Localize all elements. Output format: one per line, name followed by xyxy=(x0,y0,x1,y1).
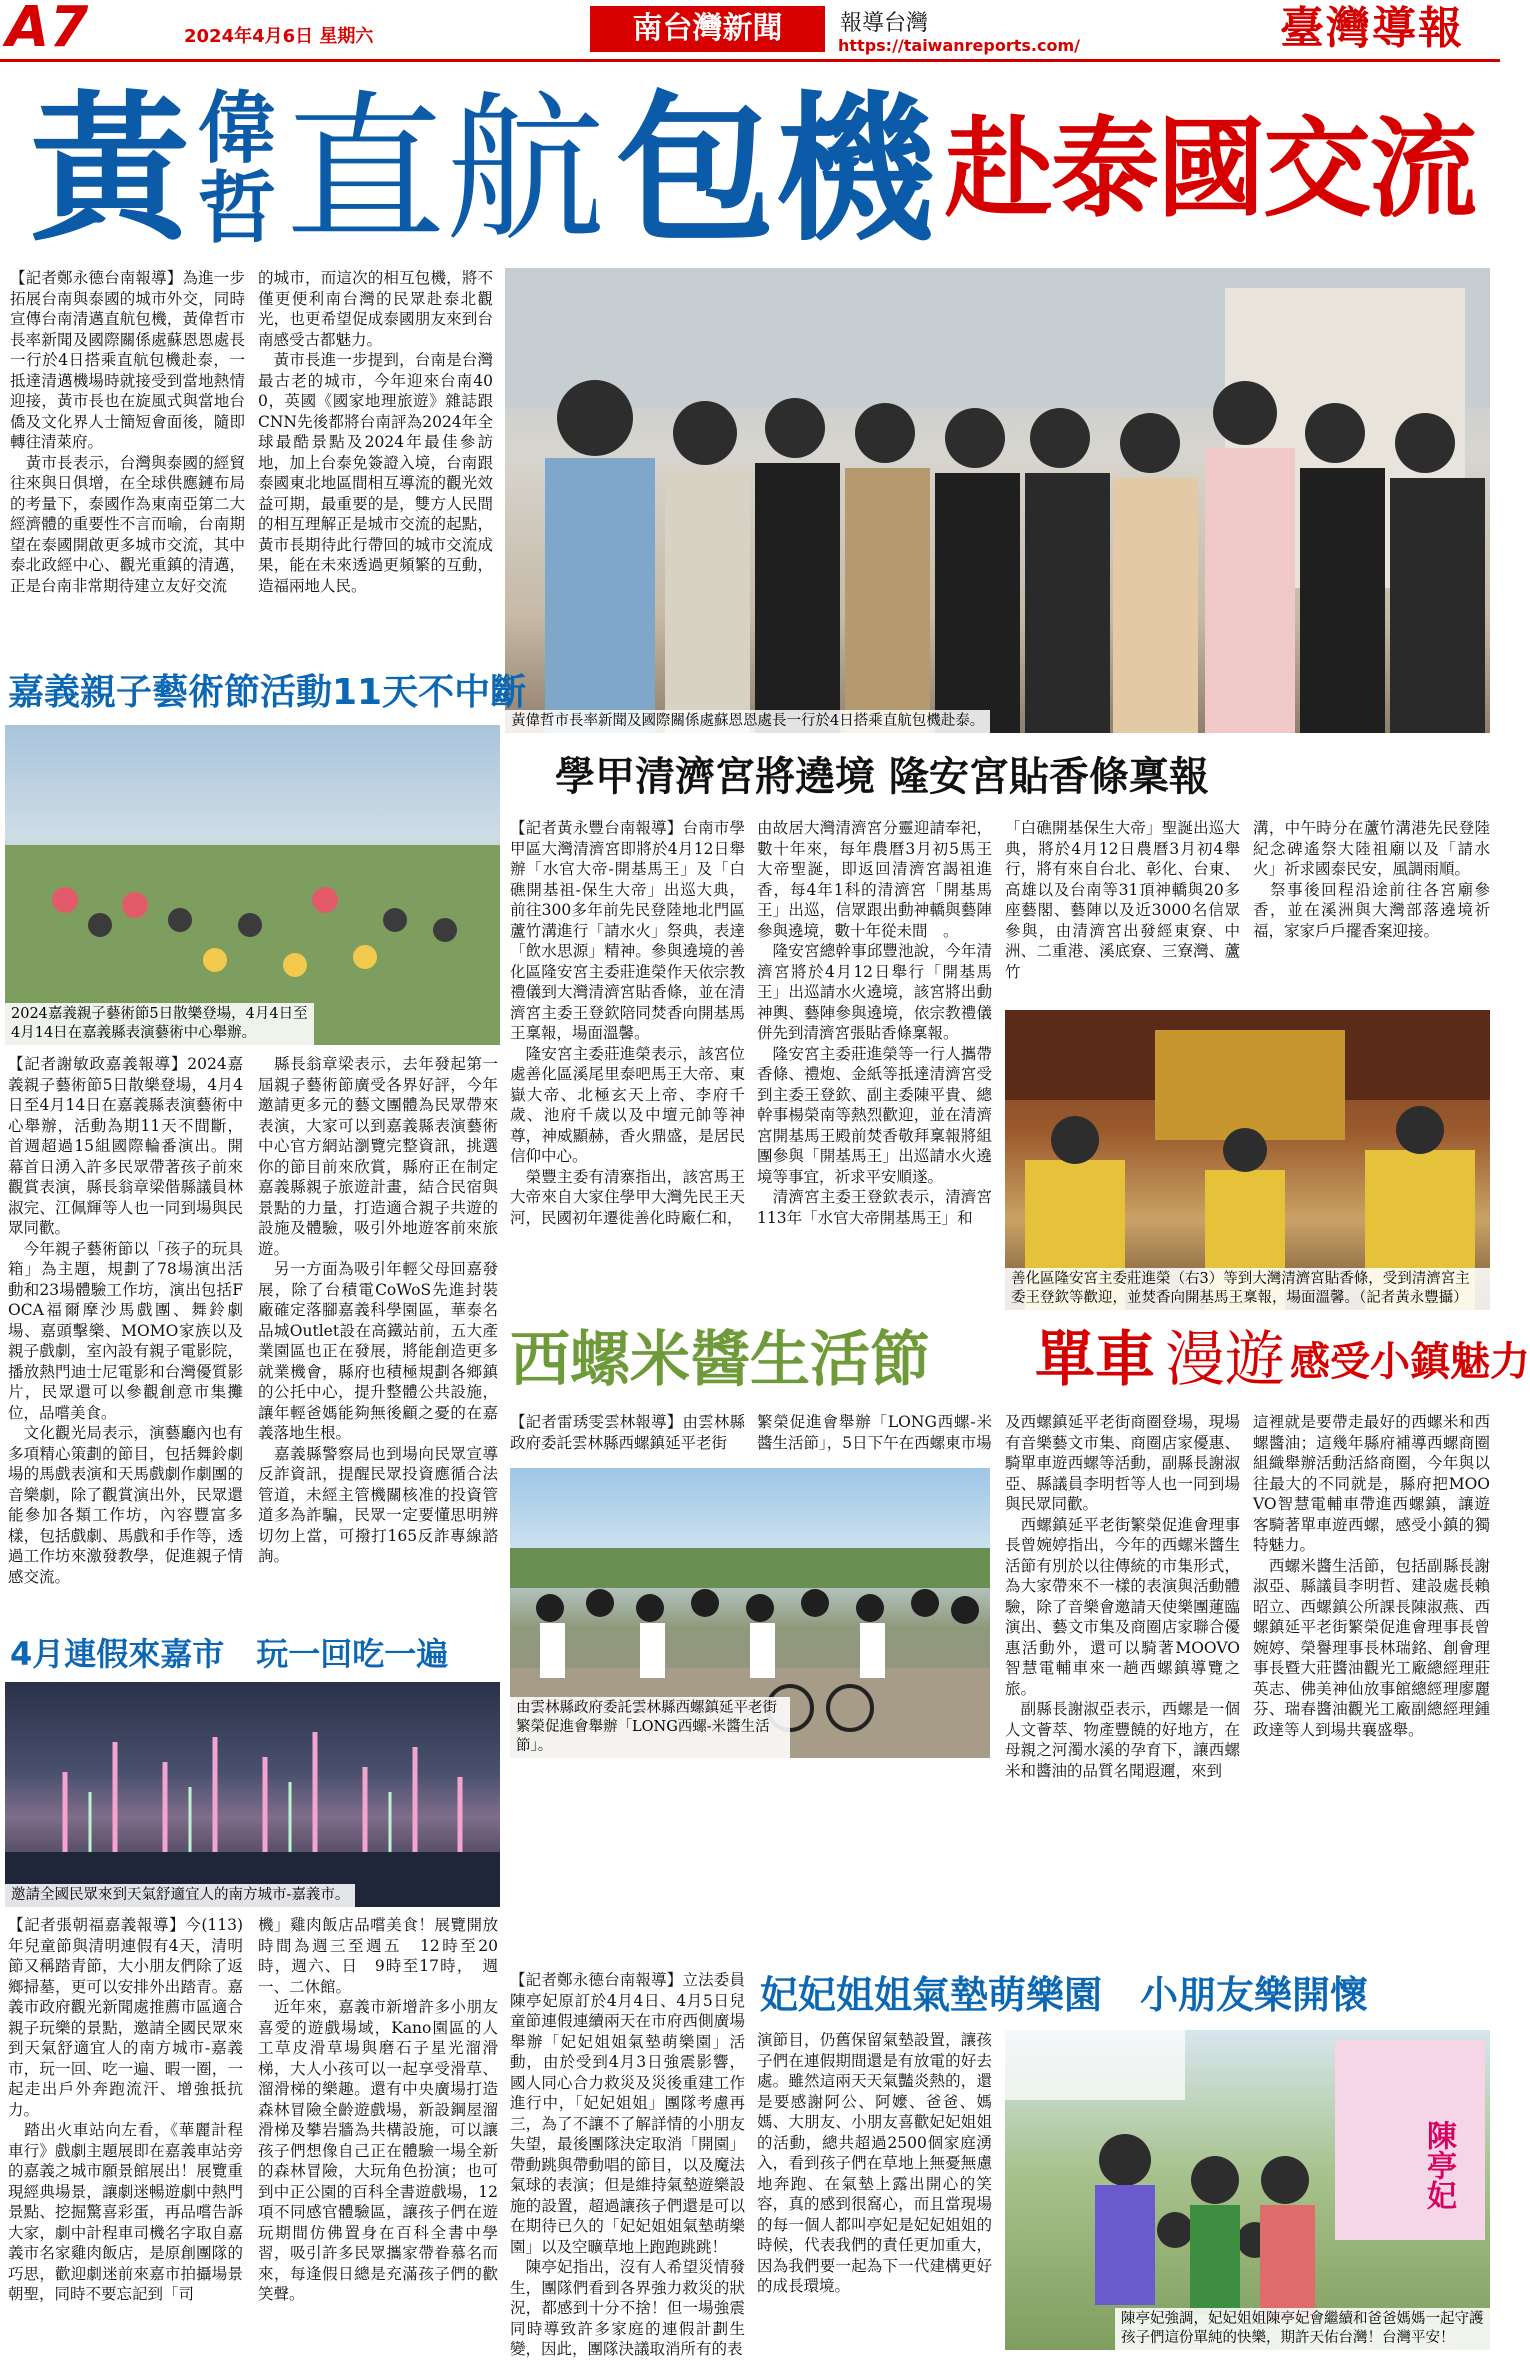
newspaper-logo: 臺灣導報 xyxy=(1280,3,1464,54)
headline-part: 赴泰國交流 xyxy=(945,107,1476,232)
temple-visit-photo xyxy=(1005,1010,1490,1310)
headline-part: 單車 xyxy=(1035,1325,1155,1395)
story2-column-1: 【記者謝敏政嘉義報導】2024嘉義親子藝術節5日散樂登場，4月4日至4月14日在嘉義縣表演藝術中心舉辦，活動為期11天不間斷，首週超過15組國際輪番演出。開幕首日湧入許多民眾帶著孩子前來觀賞表演，縣長翁章梁偕縣議員林淑完、江佩輝等人也一同到場與民眾同歡。 今年親子藝術節以「孩子的玩具箱」為主題，規劃了78場演出活動和23場體驗工作坊，演出包括FOCA福爾摩沙馬戲團、舞鈴劇場、嘉頭擊樂、MOMO家族以及親子戲劇，室內設有親子電影院，播放熱門迪士尼電影和台灣優質影片，民眾還可以參觀創意市集攤位，品嚐美食。 文化觀光局表示，演藝廳內也有多項精心策劃的節目，包括舞鈴劇場的馬戲表演和天馬戲劇作劇團的音樂劇，除了觀賞演出外，民眾還能參加各類工作坊，內容豐富多樣，包括戲劇、馬戲和手作等，透過工作坊來激發教學，促進親子情感交流。 xyxy=(8,1055,243,1586)
group-photo-illustration xyxy=(505,268,1490,733)
story6-column-1: 【記者鄭永德台南報導】立法委員陳亭妃原訂於4月4日、4月5日兒童節連假連續兩天在市府西側廣場舉辦「妃妃姐姐氣墊萌樂園」活動，由於受到4月3日強震影響，國人同心合力救災及災後重建工作進行中，「妃妃姐姐」團隊考慮再三，為了不讓不了解詳情的小朋友失望，最後團隊決定取消「開園」帶動跳與帶動唱的節目，以及魔法氣球的表演；但是維持氣墊遊樂設施的設置，超過讓孩子們還是可以在期待已久的「妃妃姐姐氣墊萌樂園」以及空曠草地上跑跑跳跳！ 陳亭妃指出，沒有人希望災情發生，團隊們看到各界強力救災的狀況，都感到十分不捨！但一場強震同時導致許多家庭的連假計劃生變，因此，團隊決議取消所有的表 xyxy=(510,1971,745,2358)
photo-caption: 黃偉哲市長率新聞及國際關係處蘇恩恩處長一行於4日搭乘直航包機赴泰。 xyxy=(505,710,990,733)
story4-column-3: 「白礁開基保生大帝」聖誕出巡大典，將於4月12日農曆3月初4舉行，將有來自台北、彰化、台東、高雄以及台南等31頂神轎與20多座藝閣、藝陣以及近3000名信眾參與，由清濟宮出發經東寮、中洲、二重港、溪底寮、三寮灣、蘆竹 xyxy=(1005,819,1240,981)
story3-headline: 4月連假來嘉市 玩一回吃一遍 xyxy=(10,1635,449,1673)
story4-headline: 學甲清濟宮將遶境 隆安宮貼香條稟報 xyxy=(555,754,1209,800)
story2-column-2: 縣長翁章梁表示，去年發起第一屆親子藝術節廣受各界好評，今年邀請更多元的藝文團體為民眾帶來表演，大家可以到嘉義縣表演藝術中心官方網站瀏覽完整資訊，挑選你的節目前來欣賞，縣府正在制定嘉義縣親子旅遊計畫，結合民宿與景點的力量，打造適合親子共遊的設施及體驗，吸引外地遊客前來旅遊。 另一方面為吸引年輕父母回嘉發展，除了台積電CoWoS先進封裝廠確定落腳嘉義科學園區，華泰名品城Outlet設在高鐵站前，五大產業園區也正在發展，將能創造更多就業機會，縣府也積極規劃各鄉鎮的公托中心，提升整體公共設施，讓年輕爸媽能夠無後顧之憂的在嘉義落地生根。 嘉義縣警察局也到場向民眾宣導反詐資訊，提醒民眾投資應循合法管道，未經主管機關核准的投資管道多為詐騙，民眾一定要懂思明辨切勿上當，可撥打165反詐專線諮詢。 xyxy=(258,1055,498,1565)
site-name: 報導台灣 xyxy=(840,11,929,36)
section-label: 南台灣新聞 xyxy=(590,6,825,52)
story1-headline xyxy=(30,76,1490,270)
story3-column-1: 【記者張朝福嘉義報導】今(113)年兒童節與清明連假有4天，清明節又稱踏青節，大小朋友們除了返鄉掃墓，更可以安排外出踏青。嘉義市政府觀光新聞處推薦市區適合親子玩樂的景點，邀請全國民眾來到天氣舒適宜人的南方城市-嘉義市，玩一回、吃一遍、暇一圈，一起走出戶外奔跑流汗、增強抵抗力。 踏出火車站向左看，《華麗計程車行》戲劇主題展即在嘉義車站旁的嘉義之城市願景館展出！展覽重現經典場景，讓劇迷暢遊劇中熱門景點、挖掘驚喜彩蛋，再品嚐告訴大家，劇中計程車司機名字取自嘉義市名家雞肉飯店，是原創團隊的巧思，歡迎劇迷前來嘉市拍攝場景朝聖，同時不要忘記到「司 xyxy=(8,1916,243,2303)
story4-column-2: 由故居大灣清濟宮分靈迎請奉祀，數十年來，每年農曆3月初5馬王大帝聖誕，即返回清濟宮謁祖進香，每4年1科的清濟宮「開基馬王」出巡，信眾跟出動神轎與藝陣參與遶境，數十年從未間 。 隆安宮總幹事邱豐池說，今年清濟宮將於4月12日舉行「開基馬王」出巡請水火遶境，該宮將出動神輿、藝陣參與遶境，依宗教禮儀併先到清濟宮張貼香條稟報。 隆安宮主委莊進榮等一行人攜帶香條、禮炮、金紙等抵達清濟宮受到主委王登欽、副主委陳平貴、總幹事楊榮南等熱烈歡迎，並在清濟宮開基馬王殿前焚香敬拜稟報將組團參與「開基馬王」出巡請水火遶境等事宜，祈求平安順遂。 清濟宮主委王登欽表示，清濟宮113年「水官大帝開基馬王」和 xyxy=(757,819,992,1227)
headline-part: 包機 xyxy=(615,76,936,263)
story6-headline: 妃妃姐姐氣墊萌樂園 小朋友樂開懷 xyxy=(760,1973,1369,2017)
cycling-event-photo xyxy=(510,1468,990,1758)
temple-photo-illustration xyxy=(1005,1010,1490,1310)
banner-text: 陳亭妃 xyxy=(1421,2120,1456,2210)
story2-headline: 嘉義親子藝術節活動11天不中斷 xyxy=(8,672,527,713)
story5-column-4: 這裡就是要帶走最好的西螺米和西螺醬油；這幾年縣府補導西螺商圈組織舉辦活動活絡商圈，今年與以往最大的不同就是，縣府把MOOVO智慧電輔車帶進西螺鎮，讓遊客騎著單車遊西螺，感受小鎮的獨特魅力。 西螺米醬生活節，包括副縣長謝淑亞、縣議員李明哲、建設處長賴昭立、西螺鎮公所課長陳淑燕、西螺鎮延平老街繁榮促進會理事長曾婉婷、榮譽理事長林瑞銘、創會理事長暨大莊醬油觀光工廠總經理莊英志、佛美神仙放事館總經理廖麗芬、瑞春醬油觀光工廠副總經理鍾政達等人到場共襄盛舉。 xyxy=(1253,1413,1490,1739)
story5-headline xyxy=(510,1320,1530,1405)
fountain-photo xyxy=(5,1682,500,1907)
headline-part: 偉 xyxy=(198,84,277,174)
delegation-group-photo xyxy=(505,268,1490,733)
story4-column-1: 【記者黃永豐台南報導】台南市學甲區大灣清濟宮即將於4月12日舉辦「水官大帝-開基馬王」及「白礁開基祖-保生大帝」出巡大典，前往300多年前先民登陸地北門區蘆竹溝進行「請水火」祭典，表達「飲水思源」精神。參與遶境的善化區隆安宮主委莊進榮作天依宗教禮儀到大灣清濟宮貼香條，並在清濟宮主委王登欽陪同焚香向開基馬王稟報，場面溫馨。 隆安宮主委莊進榮表示，該宮位處善化區溪尾里泰吧馬王大帝、東嶽大帝、北極玄天上帝、李府千歲、池府千歲以及中壇元帥等神尊，神威顯赫，香火鼎盛，是居民信仰中心。 榮豐主委有清寨指出，該宮馬王大帝來自大家住學甲大灣先民王天河，民國初年遷徙善化時廠仁和， xyxy=(510,819,745,1227)
festival-group-photo xyxy=(5,725,500,1045)
photo-caption: 陳亭妃強調，妃妃姐姐陳亭妃會繼續和爸爸媽媽一起守護孩子們這份單純的快樂，期許天佑台灣！台灣平安！ xyxy=(1115,2308,1490,2350)
photo-caption: 善化區隆安宮主委莊進榮（右3）等到大灣清濟宮貼香條，受到清濟宮主委王登欽等歡迎，並焚香向開基馬王稟報，場面溫馨。（記者黃永豐攝） xyxy=(1005,1268,1490,1310)
story4-column-4: 溝，中午時分在蘆竹溝港先民登陸紀念碑遙祭大陸祖廟以及「請水火」祈求國泰民安，風調雨順。 祭事後回程沿途前往各宮廟參香，並在溪洲與大灣部落遶境祈福，家家戶戶擺香案迎接。 xyxy=(1253,819,1490,940)
story5-column-1: 【記者雷琇雯雲林報導】由雲林縣政府委託雲林縣西螺鎮延平老街 xyxy=(510,1413,745,1452)
photo-caption: 由雲林縣政府委託雲林縣西螺鎮延平老街繁榮促進會舉辦「LONG西螺-米醬生活節」。 xyxy=(510,1697,790,1758)
issue-date: 2024年4月6日 星期六 xyxy=(184,26,374,47)
masthead xyxy=(0,0,1500,62)
story1-column-1: 【記者鄭永德台南報導】為進一步拓展台南與泰國的城市外交，同時宣傳台南清邁直航包機，黃偉哲市長率新聞及國際關係處蘇恩恩處長一行於4日搭乘直航包機赴泰，一抵達清邁機場時就接受到當地熱情迎接，黃市長也在旋風式與當地台僑及文化界人士簡短會面後，隨即轉往清萊府。 黃市長表示，台灣與泰國的經貿往來與日俱增，在全球供應鏈布局的考量下，泰國作為東南亞第二大經濟體的重要性不言而喻，台南期望在泰國開啟更多城市交流，其中泰北政經中心、觀光重鎮的清邁，正是台南非常期待建立友好交流 xyxy=(10,269,245,595)
site-url[interactable]: https://taiwanreports.com/ xyxy=(838,36,1080,55)
story6-column-2: 演節目，仍舊保留氣墊設置，讓孩子們在連假期間還是有放電的好去處。雖然這兩天天氣豔炎熱的，還是要感謝阿公、阿嬤、爸爸、媽媽、大朋友、小朋友喜歡妃妃姐姐的活動，總共超過2500個家庭湧入，看到孩子們在草地上無憂無慮地奔跑、在氣墊上露出開心的笑容，真的感到很窩心，而且當現場的每一個人都叫亭妃是妃妃姐姐的時候，代表我們的責任更加重大，因為我們要一起為下一代建構更好的成長環境。 xyxy=(757,2031,992,2295)
headline-part: 直航 xyxy=(285,76,606,263)
headline-part: 黃 xyxy=(30,76,191,263)
fountain-illustration xyxy=(5,1682,500,1907)
festival-photo-illustration xyxy=(5,725,500,1045)
story1-column-2: 的城市，而這次的相互包機，將不僅更便利南台灣的民眾赴泰北觀光，也更希望促成泰國朋友來到台南感受古都魅力。 黃市長進一步提到，台南是台灣最古老的城市，今年迎來台南400，英國《國家地理旅遊》雜誌跟CNN先後都將台南評為2024年全球最酷景點及2024年最佳參訪地，加上台泰免簽證入境，台南跟泰國東北地區間相互導流的觀光效益可期，最重要的是，雙方人民間的相互理解正是城市交流的起點，黃市長期待此行帶回的城市交流成果，能在未來透過更頻繁的互動，造福兩地人民。 xyxy=(258,269,493,595)
story5-column-2: 繁榮促進會舉辦「LONG西螺-米醬生活節」，5日下午在西螺東市場 xyxy=(757,1413,992,1452)
story3-column-2: 機」雞肉飯店品嚐美食！展覽開放時間為週三至週五 12時至20時，週六、日 9時至17時， 週一、二休館。 近年來，嘉義市新增許多小朋友喜愛的遊戲場域，Kano園區的人工草皮滑草場與磨石子星光溜滑梯，大人小孩可以一起享受滑草、溜滑梯的樂趣。還有中央廣場打造森林冒險全齡遊戲場，新設鋼屋溜滑梯及攀岩牆為共構設施，可以讓孩子們想像自己正在體驗一場全新的森林冒險，大玩角色扮演；也可到中正公園的百科全書遊戲場，12項不同感官體驗區，讓孩子們在遊玩期間仿佛置身在百科全書中學習，吸引許多民眾攜家帶眷慕名而來，每逢假日總是充滿孩子們的歡笑聲。 xyxy=(258,1916,498,2303)
photo-caption: 2024嘉義親子藝術節5日散樂登場，4月4日至 4月14日在嘉義縣表演藝術中心舉辦。 xyxy=(5,1003,314,1045)
story5-column-3: 及西螺鎮延平老街商圈登場，現場有音樂藝文市集、商圈店家優惠、騎單車遊西螺等活動，副縣長謝淑亞、縣議員李明哲等人也一同到場與民眾同歡。 西螺鎮延平老街繁榮促進會理事長曾婉婷指出，今年的西螺米醬生活節有別於以往傳統的市集形式，為大家帶來不一樣的表演與活動體驗，除了音樂會邀請天使樂團蓮臨演出、藝文市集及商圈店家聯合優惠活動外，還可以騎著MOOVO智慧電輔車來一趟西螺鎮導覽之旅。 副縣長謝淑亞表示，西螺是一個人文薈萃、物產豐饒的好地方，在母親之河濁水溪的孕育下，讓西螺米和醬油的品質名聞遐邇，來到 xyxy=(1005,1413,1240,1780)
kids-inflatable-park-photo xyxy=(1005,2030,1490,2350)
page-number: A7 xyxy=(6,0,89,60)
headline-part: 漫遊 xyxy=(1165,1325,1285,1395)
headline-part: 西螺米醬生活節 xyxy=(510,1325,930,1395)
headline-part: 哲 xyxy=(198,164,277,254)
headline-part: 感受小鎮魅力 xyxy=(1290,1339,1530,1385)
photo-caption: 邀請全國民眾來到天氣舒適宜人的南方城市-嘉義市。 xyxy=(5,1884,355,1907)
